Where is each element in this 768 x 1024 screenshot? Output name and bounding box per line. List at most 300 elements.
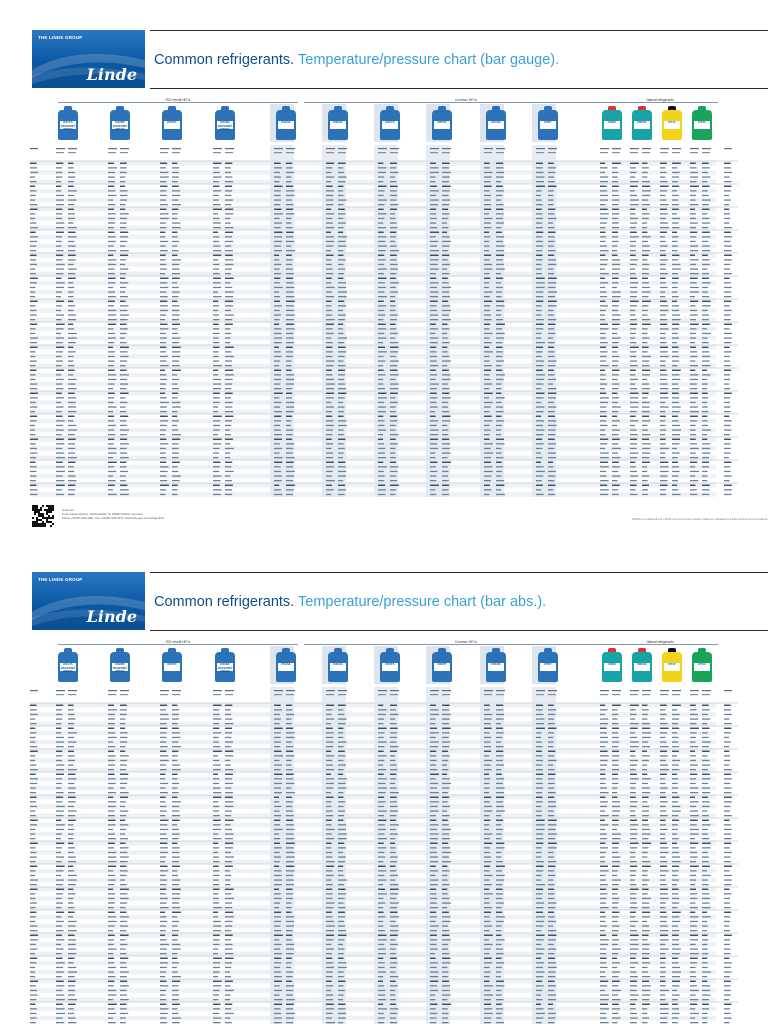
value-mark — [213, 1022, 221, 1023]
value-mark — [160, 287, 168, 288]
cylinder-body — [328, 110, 348, 140]
value-mark — [496, 328, 502, 329]
value-mark — [690, 976, 696, 977]
value-mark — [390, 397, 395, 398]
value-mark — [672, 379, 680, 380]
value-mark — [484, 907, 492, 908]
value-mark — [630, 250, 636, 251]
value-mark — [536, 241, 543, 242]
value-mark — [660, 732, 667, 733]
value-mark — [430, 760, 437, 761]
value-mark — [378, 902, 385, 903]
value-mark — [160, 1004, 166, 1005]
value-mark — [56, 948, 64, 949]
header-text-mark — [496, 694, 504, 695]
value-mark — [108, 333, 115, 334]
value-mark — [442, 190, 450, 191]
value-mark — [600, 411, 606, 412]
value-mark — [496, 714, 504, 715]
value-mark — [390, 824, 399, 825]
value-mark — [213, 889, 220, 890]
value-mark — [378, 356, 383, 357]
value-mark — [612, 370, 620, 371]
value-mark — [338, 912, 345, 913]
value-mark — [630, 199, 639, 200]
value-mark — [286, 875, 293, 876]
value-mark — [630, 893, 636, 894]
temp-value-mark — [30, 466, 37, 467]
value-mark — [702, 489, 710, 490]
value-mark — [378, 1022, 384, 1023]
value-mark — [326, 898, 332, 899]
value-mark — [120, 485, 127, 486]
value-mark — [68, 884, 76, 885]
value-mark — [496, 383, 502, 384]
value-mark — [120, 204, 126, 205]
value-mark — [536, 347, 543, 348]
temp-value-mark — [30, 406, 37, 407]
value-mark — [600, 420, 606, 421]
temp-value-mark — [30, 264, 37, 265]
value-mark — [702, 1004, 709, 1005]
value-mark — [548, 741, 554, 742]
value-mark — [68, 912, 75, 913]
value-mark — [672, 494, 681, 495]
header-text-mark — [496, 152, 504, 153]
refrigerant-cylinder-icon — [662, 106, 682, 140]
header-text-mark — [702, 152, 710, 153]
value-mark — [642, 337, 649, 338]
value-mark — [536, 365, 544, 366]
value-mark — [338, 227, 344, 228]
value-mark — [702, 912, 707, 913]
value-mark — [108, 741, 113, 742]
value-mark — [274, 1008, 281, 1009]
value-mark — [213, 921, 221, 922]
value-mark — [612, 925, 619, 926]
temp-value-mark — [724, 1017, 732, 1018]
value-mark — [326, 971, 333, 972]
value-mark — [660, 879, 666, 880]
qr-module — [46, 521, 48, 523]
value-mark — [120, 245, 125, 246]
refrigerant-cylinder-icon — [692, 106, 712, 140]
value-mark — [390, 838, 395, 839]
temp-value-mark — [724, 291, 731, 292]
value-mark — [56, 820, 61, 821]
value-mark — [430, 1013, 437, 1014]
value-mark — [120, 1013, 128, 1014]
value-mark — [660, 1017, 667, 1018]
value-mark — [390, 741, 397, 742]
value-mark — [496, 737, 502, 738]
value-mark — [612, 457, 620, 458]
value-mark — [338, 852, 343, 853]
qr-module — [34, 507, 36, 509]
value-mark — [108, 999, 113, 1000]
temp-value-mark — [30, 787, 36, 788]
value-mark — [56, 181, 61, 182]
value-mark — [442, 204, 449, 205]
value-mark — [430, 833, 439, 834]
cylinder-label: R422D (ISCEON® MO29) — [112, 120, 128, 132]
value-mark — [672, 1022, 678, 1023]
value-mark — [378, 907, 383, 908]
value-mark — [536, 397, 544, 398]
value-mark — [496, 797, 504, 798]
value-mark — [326, 287, 335, 288]
value-mark — [660, 930, 668, 931]
value-mark — [612, 420, 620, 421]
value-mark — [548, 383, 553, 384]
value-mark — [536, 379, 544, 380]
value-mark — [286, 379, 294, 380]
temp-value-mark — [724, 925, 729, 926]
value-mark — [338, 944, 343, 945]
temp-value-mark — [30, 480, 36, 481]
value-mark — [702, 723, 707, 724]
value-mark — [672, 222, 679, 223]
value-mark — [536, 222, 542, 223]
value-mark — [326, 962, 333, 963]
value-mark — [642, 948, 649, 949]
temp-value-mark — [30, 347, 38, 348]
temp-value-mark — [30, 314, 37, 315]
value-mark — [56, 439, 64, 440]
value-mark — [536, 351, 543, 352]
value-mark — [642, 204, 650, 205]
value-mark — [213, 241, 219, 242]
value-mark — [430, 337, 438, 338]
value-mark — [690, 797, 695, 798]
value-mark — [120, 967, 127, 968]
value-mark — [286, 709, 292, 710]
value-mark — [702, 718, 710, 719]
value-mark — [672, 709, 677, 710]
value-mark — [536, 287, 545, 288]
value-mark — [430, 388, 437, 389]
value-mark — [56, 797, 63, 798]
qr-module — [34, 523, 36, 525]
value-mark — [225, 714, 231, 715]
value-mark — [430, 466, 436, 467]
value-mark — [660, 439, 666, 440]
temp-value-mark — [30, 282, 37, 283]
value-mark — [536, 245, 543, 246]
temp-value-mark — [724, 999, 729, 1000]
value-mark — [390, 333, 398, 334]
value-mark — [274, 301, 280, 302]
value-mark — [108, 167, 117, 168]
value-mark — [172, 448, 179, 449]
temp-value-mark — [724, 393, 732, 394]
value-mark — [690, 448, 699, 449]
value-mark — [536, 879, 541, 880]
value-mark — [286, 324, 294, 325]
value-mark — [120, 393, 129, 394]
value-mark — [56, 893, 63, 894]
value-mark — [56, 314, 64, 315]
value-mark — [442, 1008, 448, 1009]
value-mark — [172, 723, 178, 724]
value-mark — [378, 314, 385, 315]
value-mark — [172, 172, 179, 173]
temp-value-mark — [724, 769, 732, 770]
value-mark — [702, 370, 707, 371]
value-mark — [390, 1008, 398, 1009]
value-mark — [378, 213, 387, 214]
value-mark — [56, 778, 62, 779]
value-mark — [225, 723, 233, 724]
value-mark — [496, 209, 503, 210]
value-mark — [68, 953, 76, 954]
value-mark — [68, 314, 76, 315]
header-rule-top — [150, 572, 768, 573]
value-mark — [660, 204, 669, 205]
value-mark — [378, 195, 384, 196]
temp-value-mark — [724, 167, 731, 168]
value-mark — [120, 314, 129, 315]
value-mark — [326, 347, 332, 348]
value-mark — [442, 994, 451, 995]
value-mark — [225, 370, 233, 371]
value-mark — [160, 429, 166, 430]
header-text-mark — [536, 148, 545, 149]
value-mark — [274, 374, 281, 375]
value-mark — [536, 457, 542, 458]
value-mark — [378, 434, 383, 435]
value-mark — [536, 829, 545, 830]
footer-line: Linde Gases Division, Seitnerstraße 70, 82049 Pullach, Germany — [62, 512, 143, 516]
value-mark — [56, 1017, 63, 1018]
temp-value-mark — [724, 829, 732, 830]
value-mark — [172, 999, 179, 1000]
value-mark — [630, 351, 636, 352]
qr-module — [44, 517, 46, 519]
value-mark — [378, 287, 386, 288]
value-mark — [660, 820, 666, 821]
value-mark — [496, 820, 503, 821]
temp-value-mark — [30, 962, 37, 963]
value-mark — [120, 347, 129, 348]
value-mark — [442, 866, 447, 867]
temp-value-mark — [30, 898, 35, 899]
value-mark — [338, 236, 347, 237]
value-mark — [690, 324, 699, 325]
value-mark — [612, 806, 620, 807]
value-mark — [642, 889, 649, 890]
value-mark — [702, 921, 707, 922]
value-mark — [642, 884, 647, 885]
value-mark — [484, 958, 492, 959]
value-mark — [600, 287, 605, 288]
value-mark — [630, 324, 637, 325]
value-mark — [612, 746, 619, 747]
value-mark — [172, 847, 180, 848]
value-mark — [56, 898, 62, 899]
value-mark — [660, 480, 668, 481]
header-text-mark — [378, 690, 387, 691]
value-mark — [612, 838, 621, 839]
cylinder-body — [110, 652, 130, 682]
value-mark — [378, 383, 383, 384]
value-mark — [548, 360, 556, 361]
header-text-mark — [496, 690, 505, 691]
value-mark — [274, 255, 279, 256]
group-header-common: Common HFCs — [304, 641, 628, 645]
value-mark — [702, 324, 710, 325]
value-mark — [338, 829, 346, 830]
value-mark — [548, 186, 557, 187]
value-mark — [286, 333, 293, 334]
value-mark — [108, 714, 115, 715]
value-mark — [213, 379, 221, 380]
value-mark — [56, 485, 65, 486]
value-mark — [378, 365, 383, 366]
value-mark — [430, 195, 436, 196]
temp-value-mark — [30, 994, 38, 995]
temp-value-mark — [30, 829, 35, 830]
value-mark — [213, 406, 218, 407]
value-mark — [213, 181, 219, 182]
temp-value-mark — [30, 953, 35, 954]
value-mark — [378, 494, 385, 495]
value-mark — [213, 448, 219, 449]
value-mark — [496, 967, 502, 968]
value-mark — [660, 494, 666, 495]
value-mark — [160, 709, 166, 710]
value-mark — [68, 383, 76, 384]
value-mark — [172, 199, 178, 200]
value-mark — [286, 760, 292, 761]
value-mark — [213, 902, 219, 903]
value-mark — [672, 301, 677, 302]
value-mark — [690, 374, 698, 375]
value-mark — [442, 755, 449, 756]
qr-module — [40, 523, 42, 525]
value-mark — [642, 935, 648, 936]
value-mark — [108, 746, 115, 747]
header-text-mark — [430, 152, 438, 153]
value-mark — [630, 764, 637, 765]
temp-value-mark — [30, 186, 35, 187]
value-mark — [274, 310, 280, 311]
value-mark — [172, 902, 179, 903]
value-mark — [442, 746, 449, 747]
value-mark — [672, 741, 678, 742]
value-mark — [378, 1013, 384, 1014]
temp-value-mark — [724, 420, 732, 421]
value-mark — [213, 310, 218, 311]
qr-module — [46, 505, 48, 507]
cylinder-label: R407C — [164, 663, 180, 671]
value-mark — [702, 328, 707, 329]
value-mark — [660, 833, 665, 834]
value-mark — [378, 416, 383, 417]
value-mark — [225, 489, 232, 490]
value-mark — [213, 990, 219, 991]
value-mark — [286, 374, 294, 375]
value-mark — [496, 429, 501, 430]
value-mark — [536, 305, 542, 306]
value-mark — [286, 181, 292, 182]
value-mark — [120, 195, 127, 196]
value-mark — [600, 167, 608, 168]
value-mark — [630, 204, 639, 205]
value-mark — [338, 324, 343, 325]
value-mark — [378, 209, 384, 210]
value-mark — [600, 994, 609, 995]
value-mark — [56, 328, 64, 329]
value-mark — [642, 976, 650, 977]
value-mark — [430, 958, 436, 959]
value-mark — [68, 774, 76, 775]
value-mark — [642, 718, 647, 719]
value-mark — [274, 709, 282, 710]
value-mark — [390, 925, 399, 926]
value-mark — [660, 718, 665, 719]
value-mark — [108, 480, 116, 481]
value-mark — [390, 705, 397, 706]
value-mark — [630, 255, 636, 256]
value-mark — [630, 443, 637, 444]
value-mark — [172, 820, 180, 821]
value-mark — [702, 990, 710, 991]
value-mark — [484, 411, 489, 412]
value-mark — [536, 921, 544, 922]
value-mark — [286, 797, 292, 798]
value-mark — [690, 167, 697, 168]
value-mark — [172, 870, 177, 871]
value-mark — [484, 480, 491, 481]
value-mark — [430, 236, 436, 237]
value-mark — [660, 425, 666, 426]
value-mark — [548, 843, 557, 844]
value-mark — [442, 879, 448, 880]
value-mark — [496, 792, 504, 793]
qr-module — [52, 509, 54, 511]
value-mark — [672, 921, 680, 922]
value-mark — [160, 163, 167, 164]
value-mark — [326, 471, 333, 472]
value-mark — [378, 245, 387, 246]
header-text-mark — [600, 694, 608, 695]
value-mark — [172, 287, 179, 288]
value-mark — [326, 746, 333, 747]
value-mark — [442, 999, 447, 1000]
value-mark — [378, 1004, 383, 1005]
value-mark — [286, 999, 295, 1000]
temp-value-mark — [30, 259, 36, 260]
value-mark — [225, 296, 233, 297]
value-mark — [548, 833, 557, 834]
value-mark — [642, 898, 651, 899]
value-mark — [660, 925, 668, 926]
value-mark — [484, 402, 493, 403]
header-text-mark — [108, 694, 116, 695]
value-mark — [600, 971, 605, 972]
value-mark — [672, 273, 678, 274]
value-mark — [672, 737, 679, 738]
value-mark — [630, 176, 635, 177]
value-mark — [690, 209, 695, 210]
qr-module — [38, 525, 40, 527]
value-mark — [690, 195, 696, 196]
value-mark — [274, 1013, 281, 1014]
value-mark — [274, 801, 279, 802]
qr-module — [48, 505, 50, 507]
value-mark — [172, 1013, 178, 1014]
